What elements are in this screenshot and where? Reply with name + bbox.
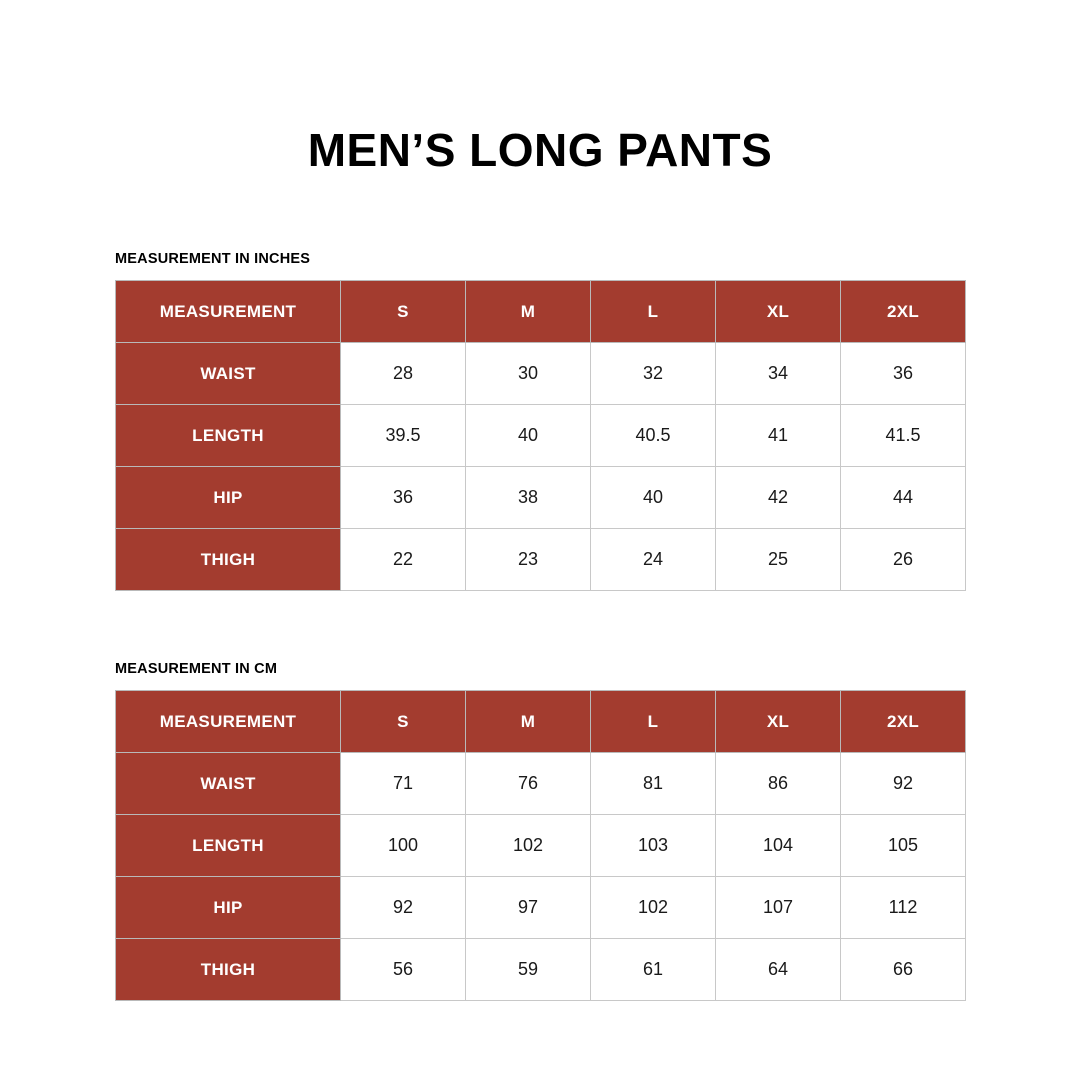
table-cell: 40	[591, 467, 716, 529]
table-cell: 40	[466, 405, 591, 467]
table-cell: 25	[716, 529, 841, 591]
table-cell: 105	[841, 815, 966, 877]
section-label-inches: MEASUREMENT IN INCHES	[115, 251, 311, 267]
table-row	[116, 753, 966, 815]
table-cell: 102	[466, 815, 591, 877]
table-cell: 32	[591, 343, 716, 405]
header-size: L	[591, 281, 716, 343]
table-row	[116, 815, 966, 877]
header-size: L	[591, 691, 716, 753]
table-cell: 36	[841, 343, 966, 405]
header-row	[116, 281, 966, 343]
table-cell: 40.5	[591, 405, 716, 467]
table-cell: 92	[841, 753, 966, 815]
table-cell: 104	[716, 815, 841, 877]
row-label: HIP	[116, 467, 341, 529]
table-cell: 39.5	[341, 405, 466, 467]
row-label: LENGTH	[116, 815, 341, 877]
table-cell: 100	[341, 815, 466, 877]
table-row	[116, 467, 966, 529]
table-cell: 38	[466, 467, 591, 529]
row-label: LENGTH	[116, 405, 341, 467]
table-cell: 76	[466, 753, 591, 815]
header-row	[116, 691, 966, 753]
header-size: 2XL	[841, 691, 966, 753]
header-measurement: MEASUREMENT	[116, 691, 341, 753]
page-title: MEN’S LONG PANTS	[307, 123, 773, 176]
header-size: S	[341, 691, 466, 753]
table-cell: 34	[716, 343, 841, 405]
table-cell: 41.5	[841, 405, 966, 467]
table-cell: 112	[841, 877, 966, 939]
size-table-inches	[115, 280, 966, 591]
table-cell: 71	[341, 753, 466, 815]
table-cell: 59	[466, 939, 591, 1001]
table-cell: 28	[341, 343, 466, 405]
table-cell: 23	[466, 529, 591, 591]
table-cell: 56	[341, 939, 466, 1001]
table-cell: 81	[591, 753, 716, 815]
table-cell: 97	[466, 877, 591, 939]
table-cell: 103	[591, 815, 716, 877]
table-row	[116, 529, 966, 591]
table-cell: 24	[591, 529, 716, 591]
section-label-cm: MEASUREMENT IN CM	[115, 661, 278, 677]
table-cell: 42	[716, 467, 841, 529]
header-size: S	[341, 281, 466, 343]
row-label: HIP	[116, 877, 341, 939]
table-cell: 36	[341, 467, 466, 529]
row-label: THIGH	[116, 529, 341, 591]
table-row	[116, 877, 966, 939]
row-label: WAIST	[116, 343, 341, 405]
table-row	[116, 939, 966, 1001]
header-measurement: MEASUREMENT	[116, 281, 341, 343]
row-label: THIGH	[116, 939, 341, 1001]
table-cell: 66	[841, 939, 966, 1001]
table-cell: 22	[341, 529, 466, 591]
table-cell: 41	[716, 405, 841, 467]
header-size: 2XL	[841, 281, 966, 343]
table-cell: 30	[466, 343, 591, 405]
header-size: M	[466, 281, 591, 343]
header-size: XL	[716, 691, 841, 753]
table-cell: 44	[841, 467, 966, 529]
table-cell: 102	[591, 877, 716, 939]
size-table-cm	[115, 690, 966, 1001]
table-cell: 61	[591, 939, 716, 1001]
table-cell: 92	[341, 877, 466, 939]
table-cell: 64	[716, 939, 841, 1001]
table-row	[116, 405, 966, 467]
table-cell: 26	[841, 529, 966, 591]
table-cell: 107	[716, 877, 841, 939]
header-size: M	[466, 691, 591, 753]
header-size: XL	[716, 281, 841, 343]
table-cell: 86	[716, 753, 841, 815]
table-row	[116, 343, 966, 405]
row-label: WAIST	[116, 753, 341, 815]
